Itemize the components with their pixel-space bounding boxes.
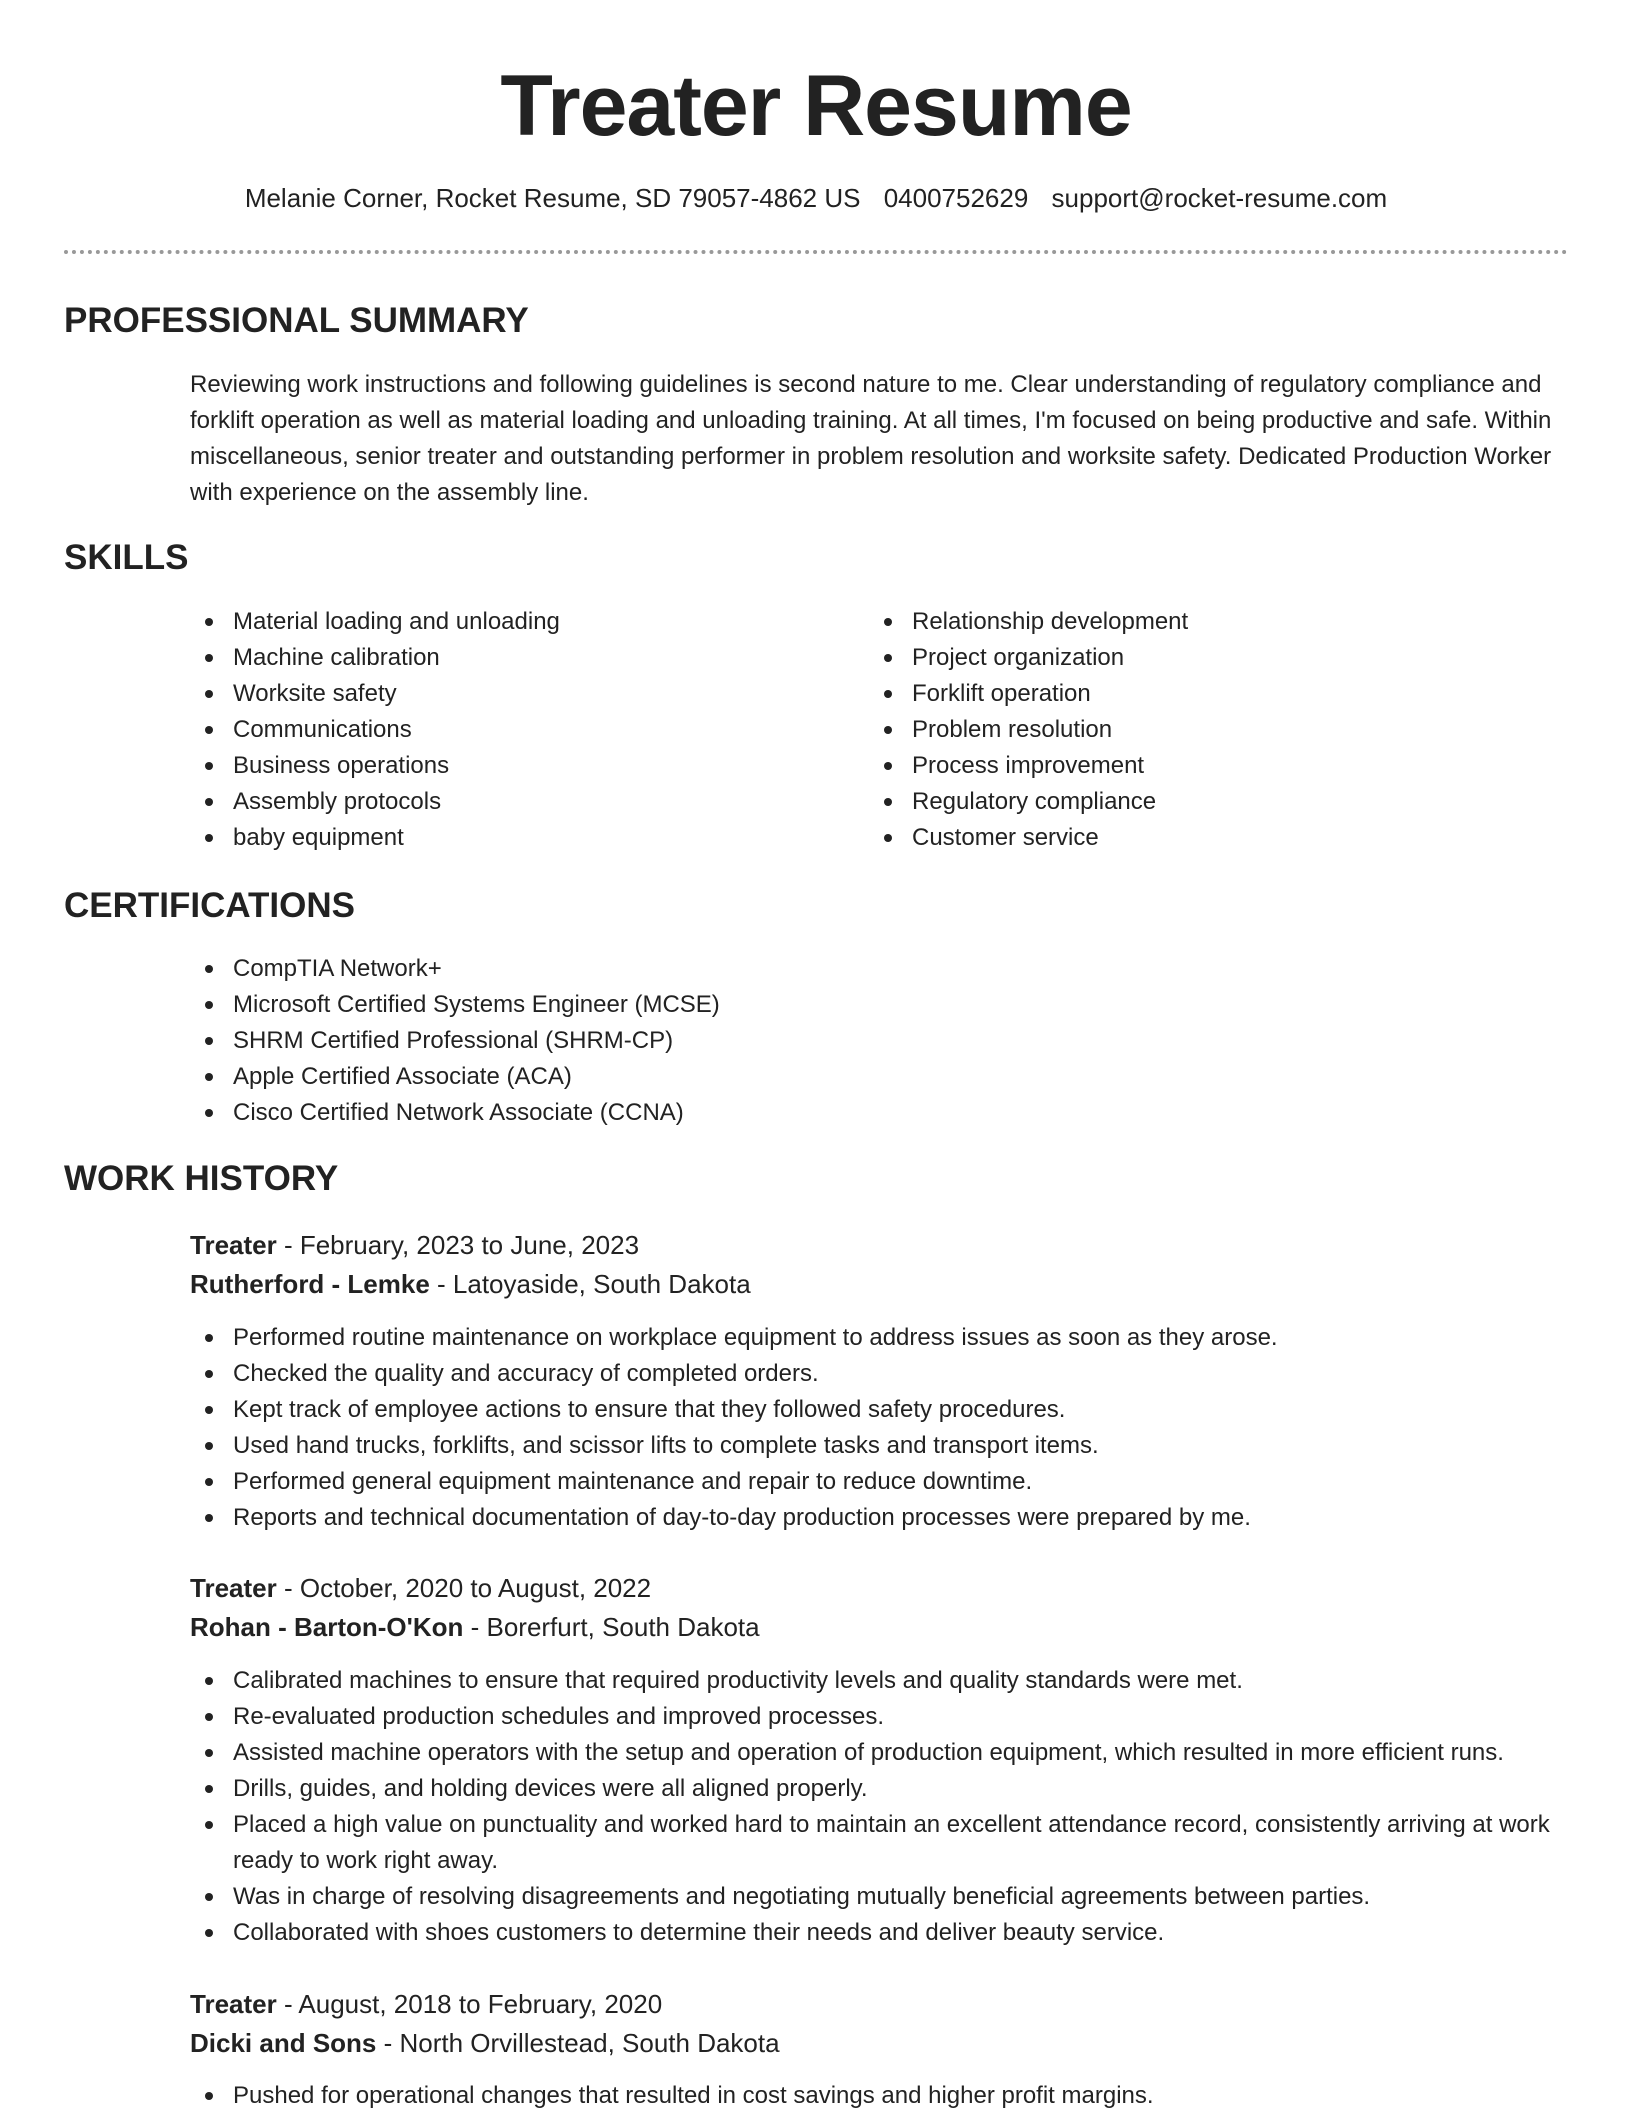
job-title: Treater bbox=[190, 1989, 277, 2019]
job-location: - Borerfurt, South Dakota bbox=[463, 1612, 760, 1642]
job-title-line bbox=[190, 1985, 662, 2023]
certification-item: SHRM Certified Professional (SHRM-CP) bbox=[190, 1023, 1490, 1059]
job-bullet: Performed general equipment maintenance and repair to reduce downtime. bbox=[190, 1464, 1590, 1500]
work-history-heading: WORK HISTORY bbox=[64, 1159, 339, 1198]
skill-item: Material loading and unloading bbox=[190, 604, 830, 640]
job-company: Rutherford - Lemke bbox=[190, 1269, 430, 1299]
job-title: Treater bbox=[190, 1230, 277, 1260]
job-company: Rohan - Barton-O'Kon bbox=[190, 1612, 464, 1642]
certifications-heading: CERTIFICATIONS bbox=[64, 886, 356, 925]
resume-title: Treater Resume bbox=[500, 58, 1132, 154]
job-bullet: Pushed for operational changes that resulted in cost savings and higher profit margins. bbox=[190, 2078, 1590, 2114]
job-bullet: Collaborated with shoes customers to determine their needs and deliver beauty service. bbox=[190, 1915, 1590, 1951]
skill-item: baby equipment bbox=[190, 820, 830, 856]
skills-heading: SKILLS bbox=[64, 538, 189, 577]
summary-heading: PROFESSIONAL SUMMARY bbox=[64, 301, 529, 340]
header-divider bbox=[64, 250, 1568, 254]
job-bullets bbox=[190, 1663, 1590, 1951]
skill-item: Business operations bbox=[190, 748, 830, 784]
skill-item: Machine calibration bbox=[190, 640, 830, 676]
skill-item: Communications bbox=[190, 712, 830, 748]
certification-item: Apple Certified Associate (ACA) bbox=[190, 1059, 1490, 1095]
job-title-line bbox=[190, 1226, 639, 1264]
job-bullet: Checked the quality and accuracy of completed orders. bbox=[190, 1356, 1590, 1392]
summary-text: Reviewing work instructions and following guidelines is second nature to me. Clear understanding of regulatory compliance and forklift operation as well as material loading and unloading training. At all times, I'm focused on being productive and safe. Within miscellaneous, senior treater and outstanding performer in problem resolution and worksite safety. Dedicated Production Worker with experience on the assembly line. bbox=[190, 371, 1552, 506]
job-bullet: Calibrated machines to ensure that required productivity levels and quality standards were met. bbox=[190, 1663, 1590, 1699]
job-bullet: Used hand trucks, forklifts, and scissor lifts to complete tasks and transport items. bbox=[190, 1428, 1590, 1464]
job-dates: - August, 2018 to February, 2020 bbox=[276, 1989, 663, 2019]
job-bullet: Assisted machine operators with the setup and operation of production equipment, which resulted in more efficient runs. bbox=[190, 1735, 1590, 1771]
job-bullets bbox=[190, 1320, 1590, 1536]
contact-phone: 0400752629 bbox=[883, 183, 1029, 213]
skill-item: Forklift operation bbox=[869, 676, 1509, 712]
job-bullet: Re-evaluated production schedules and improved processes. bbox=[190, 1699, 1590, 1735]
skill-item: Worksite safety bbox=[190, 676, 830, 712]
job-title: Treater bbox=[190, 1573, 277, 1603]
skill-item: Problem resolution bbox=[869, 712, 1509, 748]
skills-list-right bbox=[869, 604, 1509, 856]
job-bullet: Placed a high value on punctuality and worked hard to maintain an excellent attendance record, consistently arriving at work ready to work right away. bbox=[190, 1807, 1590, 1879]
job-bullet: Drills, guides, and holding devices were all aligned properly. bbox=[190, 1771, 1590, 1807]
job-title-line bbox=[190, 1569, 651, 1607]
skill-item: Assembly protocols bbox=[190, 784, 830, 820]
job-location: - Latoyaside, South Dakota bbox=[429, 1269, 751, 1299]
contact-line bbox=[0, 180, 1632, 216]
job-bullet: Performed routine maintenance on workplace equipment to address issues as soon as they arose. bbox=[190, 1320, 1590, 1356]
skill-item: Customer service bbox=[869, 820, 1509, 856]
job-location: - North Orvillestead, South Dakota bbox=[376, 2028, 780, 2058]
certification-item: CompTIA Network+ bbox=[190, 951, 1490, 987]
certification-item: Cisco Certified Network Associate (CCNA) bbox=[190, 1095, 1490, 1131]
skill-item: Regulatory compliance bbox=[869, 784, 1509, 820]
skill-item: Process improvement bbox=[869, 748, 1509, 784]
job-dates: - October, 2020 to August, 2022 bbox=[276, 1573, 652, 1603]
skill-item: Relationship development bbox=[869, 604, 1509, 640]
job-bullets bbox=[190, 2078, 1590, 2114]
job-bullet: Kept track of employee actions to ensure that they followed safety procedures. bbox=[190, 1392, 1590, 1428]
skills-list-left bbox=[190, 604, 830, 856]
job-company-line bbox=[190, 2024, 780, 2062]
job-company-line bbox=[190, 1265, 751, 1303]
job-company: Dicki and Sons bbox=[190, 2028, 377, 2058]
job-bullet: Was in charge of resolving disagreements and negotiating mutually beneficial agreements between parties. bbox=[190, 1879, 1590, 1915]
certifications-list bbox=[190, 951, 1490, 1131]
contact-address: Melanie Corner, Rocket Resume, SD 79057-4862 US bbox=[244, 183, 861, 213]
job-company-line bbox=[190, 1608, 760, 1646]
job-dates: - February, 2023 to June, 2023 bbox=[276, 1230, 640, 1260]
skill-item: Project organization bbox=[869, 640, 1509, 676]
certification-item: Microsoft Certified Systems Engineer (MCSE) bbox=[190, 987, 1490, 1023]
job-bullet: Reports and technical documentation of day-to-day production processes were prepared by me. bbox=[190, 1500, 1590, 1536]
contact-email: support@rocket-resume.com bbox=[1051, 183, 1388, 213]
